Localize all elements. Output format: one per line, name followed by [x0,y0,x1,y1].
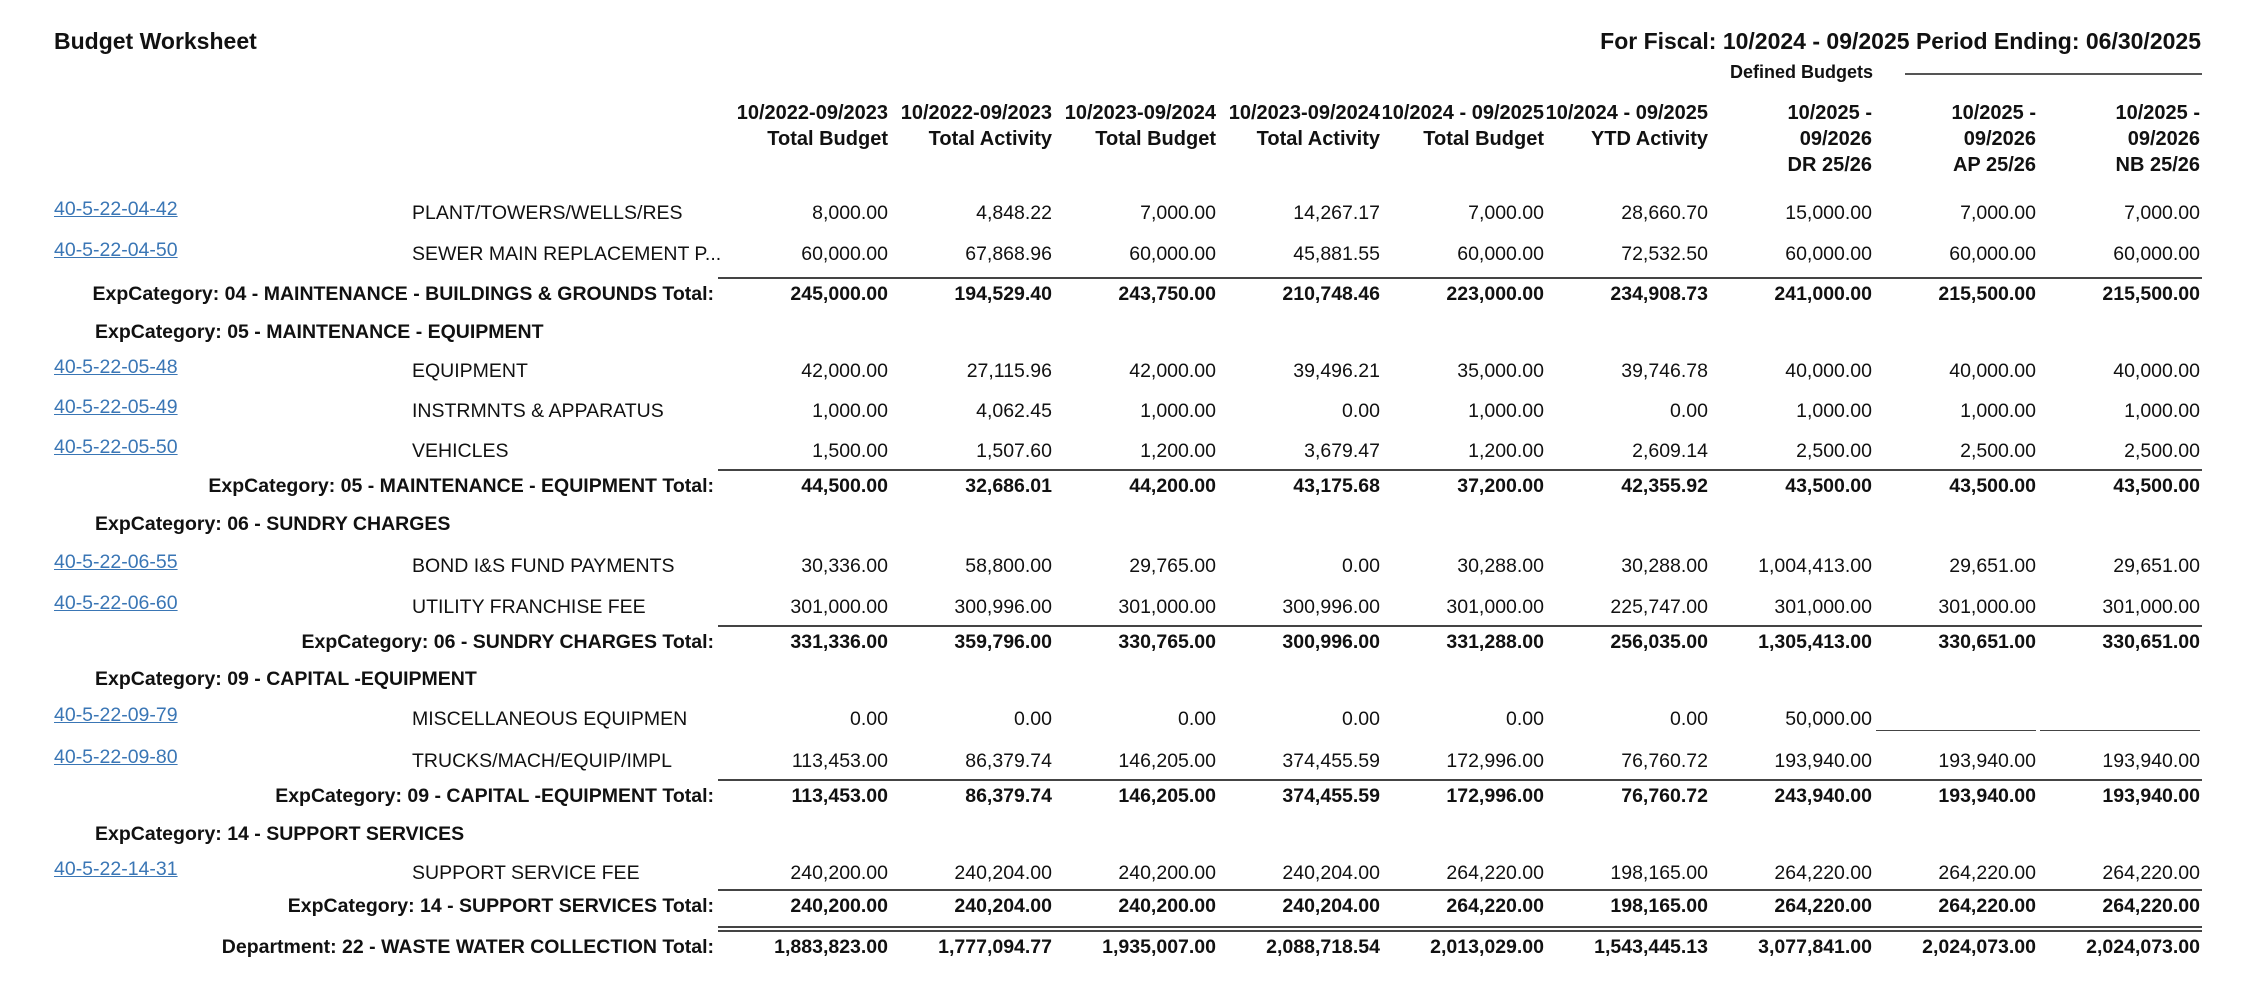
value-cell: 193,940.00 [1774,750,1872,772]
column-header-line2: 09/2026 [2127,128,2200,150]
value-cell: 86,379.74 [965,785,1052,807]
value-cell: 113,453.00 [791,750,888,772]
account-link[interactable]: 40-5-22-06-55 [54,551,178,573]
account-description: TRUCKS/MACH/EQUIP/IMPL [412,750,673,772]
value-cell: 240,200.00 [1118,895,1216,917]
total-rule [718,889,2202,891]
column-header-line1: 10/2023-09/2024 [1228,102,1380,124]
value-cell: 330,765.00 [1118,631,1216,653]
value-cell: 2,024,073.00 [1922,936,2036,958]
table-row [0,858,2251,898]
value-cell: 60,000.00 [1785,243,1872,265]
value-cell: 0.00 [1342,708,1380,730]
value-cell: 264,220.00 [1446,895,1544,917]
value-cell: 50,000.00 [1785,708,1872,730]
value-cell: 193,940.00 [1938,785,2036,807]
total-rule [718,625,2202,627]
defined-budgets-rule [1905,73,2202,75]
value-cell: 60,000.00 [1457,243,1544,265]
value-cell: 29,651.00 [1949,555,2036,577]
column-header [1229,100,1380,178]
account-link[interactable]: 40-5-22-04-50 [54,239,178,261]
value-cell: 264,220.00 [1774,895,1872,917]
value-cell: 330,651.00 [1938,631,2036,653]
value-cell: 27,115.96 [966,360,1052,382]
value-cell: 58,800.00 [965,555,1052,577]
value-cell: 60,000.00 [1129,243,1216,265]
value-cell: 37,200.00 [1457,475,1544,497]
value-cell: 300,996.00 [1282,596,1380,618]
column-header [1787,100,1872,178]
value-cell: 264,220.00 [1938,862,2036,884]
value-cell: 7,000.00 [1468,202,1544,224]
value-cell: 198,165.00 [1610,895,1708,917]
value-cell: 240,204.00 [954,895,1052,917]
total-rule [718,930,2202,932]
account-description: BOND I&S FUND PAYMENTS [412,555,675,577]
value-cell: 193,940.00 [2102,750,2200,772]
value-cell: 39,746.78 [1621,360,1708,382]
total-label: ExpCategory: 09 - CAPITAL -EQUIPMENT Total: [275,785,714,807]
value-cell: 1,000.00 [1796,400,1872,422]
value-cell: 8,000.00 [812,202,888,224]
category-header [0,513,2251,549]
value-cell: 40,000.00 [2113,360,2200,382]
account-link[interactable]: 40-5-22-06-60 [54,592,178,614]
value-cell: 43,500.00 [1785,475,1872,497]
value-cell: 0.00 [1506,708,1544,730]
value-cell: 240,204.00 [1282,862,1380,884]
value-cell: 76,760.72 [1621,750,1708,772]
total-rule [718,277,2202,279]
value-cell: 3,077,841.00 [1758,936,1872,958]
value-cell: 32,686.01 [965,475,1052,497]
account-description: INSTRMNTS & APPARATUS [412,400,664,422]
value-cell: 1,507.60 [976,440,1052,462]
value-cell: 0.00 [1014,708,1052,730]
value-cell: 210,748.46 [1282,283,1380,305]
total-rule [718,779,2202,781]
value-cell: 1,883,823.00 [774,936,888,958]
column-header-line3 [1065,152,1216,178]
value-cell: 76,760.72 [1621,785,1708,807]
value-cell: 198,165.00 [1610,862,1708,884]
value-cell: 2,500.00 [2124,440,2200,462]
value-cell: 300,996.00 [954,596,1052,618]
value-cell: 43,500.00 [2113,475,2200,497]
value-cell: 30,288.00 [1621,555,1708,577]
value-cell: 264,220.00 [1446,862,1544,884]
value-cell: 243,940.00 [1774,785,1872,807]
value-cell: 1,000.00 [812,400,888,422]
category-label: ExpCategory: 05 - MAINTENANCE - EQUIPMENT [95,321,544,343]
account-description: SUPPORT SERVICE FEE [412,862,640,884]
value-cell: 331,288.00 [1446,631,1544,653]
column-header-line3 [901,152,1052,178]
value-cell: 146,205.00 [1118,750,1216,772]
value-cell: 4,848.22 [976,202,1052,224]
value-cell: 29,765.00 [1129,555,1216,577]
column-header [1546,100,1708,178]
account-link[interactable]: 40-5-22-05-48 [54,356,178,378]
total-label: ExpCategory: 05 - MAINTENANCE - EQUIPMENT Total: [208,475,714,497]
value-cell: 0.00 [1670,708,1708,730]
account-link[interactable]: 40-5-22-05-50 [54,436,178,458]
value-cell: 30,336.00 [801,555,888,577]
column-header-line1: 10/2025 - [1951,102,2036,124]
fiscal-period: For Fiscal: 10/2024 - 09/2025 Period Ending: 06/30/2025 [1600,28,2201,54]
account-description: UTILITY FRANCHISE FEE [412,596,646,618]
value-cell: 15,000.00 [1785,202,1872,224]
category-header [0,321,2251,357]
value-cell: 42,000.00 [801,360,888,382]
value-cell: 301,000.00 [1446,596,1544,618]
value-cell: 245,000.00 [790,283,888,305]
value-cell: 193,940.00 [1938,750,2036,772]
blank-value-rule [1876,730,2036,731]
value-cell: 72,532.50 [1621,243,1708,265]
value-cell: 243,750.00 [1118,283,1216,305]
account-description: MISCELLANEOUS EQUIPMEN [412,708,688,730]
value-cell: 0.00 [1670,400,1708,422]
column-header-line3 [1546,152,1708,178]
total-rule-double [718,926,2202,928]
table-row [0,704,2251,744]
column-header-line3 [737,152,888,178]
value-cell: 1,500.00 [812,440,888,462]
value-cell: 2,500.00 [1796,440,1872,462]
value-cell: 1,000.00 [2124,400,2200,422]
value-cell: 301,000.00 [790,596,888,618]
value-cell: 374,455.59 [1282,750,1380,772]
column-header-line3: NB 25/26 [2115,154,2200,176]
value-cell: 215,500.00 [2102,283,2200,305]
value-cell: 0.00 [1178,708,1216,730]
value-cell: 264,220.00 [2102,895,2200,917]
value-cell: 29,651.00 [2113,555,2200,577]
account-description: EQUIPMENT [412,360,528,382]
column-header-line3 [1229,152,1380,178]
value-cell: 4,062.45 [976,400,1052,422]
value-cell: 14,267.17 [1293,202,1380,224]
value-cell: 30,288.00 [1457,555,1544,577]
column-header [737,100,888,178]
column-header [2115,100,2200,178]
column-header-line1: 10/2022-09/2023 [900,102,1052,124]
value-cell: 225,747.00 [1610,596,1708,618]
value-cell: 301,000.00 [2102,596,2200,618]
value-cell: 193,940.00 [2102,785,2200,807]
table-row [0,356,2251,396]
value-cell: 39,496.21 [1293,360,1380,382]
column-header-line3: AP 25/26 [1952,154,2036,176]
column-header-line2: 09/2026 [1799,128,1872,150]
value-cell: 264,220.00 [2102,862,2200,884]
account-link[interactable]: 40-5-22-14-31 [54,858,178,880]
value-cell: 44,500.00 [801,475,888,497]
value-cell: 331,336.00 [790,631,888,653]
value-cell: 7,000.00 [1960,202,2036,224]
column-header-line1: 10/2022-09/2023 [736,102,888,124]
total-rule [718,469,2202,471]
account-link[interactable]: 40-5-22-09-80 [54,746,178,768]
total-label: Department: 22 - WASTE WATER COLLECTION Total: [221,936,714,958]
value-cell: 256,035.00 [1610,631,1708,653]
table-row [0,551,2251,591]
defined-budgets-label: Defined Budgets [1730,62,1874,82]
value-cell: 241,000.00 [1774,283,1872,305]
column-header-line1: 10/2024 - 09/2025 [1545,102,1708,124]
column-header [1065,100,1216,178]
table-row [0,198,2251,238]
category-label: ExpCategory: 14 - SUPPORT SERVICES [95,823,465,845]
category-label: ExpCategory: 06 - SUNDRY CHARGES [95,513,451,535]
table-row [0,239,2251,279]
value-cell: 330,651.00 [2102,631,2200,653]
column-header-line3: DR 25/26 [1787,154,1872,176]
value-cell: 45,881.55 [1293,243,1380,265]
column-header-line1: 10/2025 - [1787,102,1872,124]
column-header-line2: Total Budget [1423,128,1544,150]
value-cell: 35,000.00 [1457,360,1544,382]
value-cell: 215,500.00 [1938,283,2036,305]
value-cell: 300,996.00 [1282,631,1380,653]
value-cell: 194,529.40 [954,283,1052,305]
column-header-line2: Total Budget [767,128,888,150]
total-label: ExpCategory: 06 - SUNDRY CHARGES Total: [301,631,714,653]
account-description: PLANT/TOWERS/WELLS/RES [412,202,683,224]
column-header-line2: Total Activity [928,128,1052,150]
column-header-line1: 10/2025 - [2115,102,2200,124]
category-total-row [0,283,2251,319]
column-header [901,100,1052,178]
column-header-line3 [1382,152,1544,178]
value-cell: 0.00 [1342,555,1380,577]
column-header-line1: 10/2024 - 09/2025 [1381,102,1544,124]
value-cell: 172,996.00 [1446,750,1544,772]
column-header-line1: 10/2023-09/2024 [1064,102,1216,124]
account-link[interactable]: 40-5-22-09-79 [54,704,178,726]
value-cell: 40,000.00 [1785,360,1872,382]
value-cell: 2,500.00 [1960,440,2036,462]
value-cell: 1,777,094.77 [938,936,1052,958]
value-cell: 264,220.00 [1774,862,1872,884]
column-header [1951,100,2036,178]
category-header [0,823,2251,859]
value-cell: 223,000.00 [1446,283,1544,305]
table-row [0,396,2251,436]
value-cell: 240,204.00 [1282,895,1380,917]
value-cell: 44,200.00 [1129,475,1216,497]
value-cell: 1,004,413.00 [1758,555,1872,577]
value-cell: 42,000.00 [1129,360,1216,382]
value-cell: 67,868.96 [965,243,1052,265]
value-cell: 1,000.00 [1140,400,1216,422]
category-total-row [0,631,2251,667]
total-label: ExpCategory: 14 - SUPPORT SERVICES Total: [287,895,714,917]
category-total-row [0,785,2251,821]
value-cell: 1,543,445.13 [1594,936,1708,958]
value-cell: 1,200.00 [1468,440,1544,462]
value-cell: 1,000.00 [1468,400,1544,422]
value-cell: 0.00 [1342,400,1380,422]
total-label: ExpCategory: 04 - MAINTENANCE - BUILDINGS & GROUNDS Total: [92,283,714,305]
value-cell: 146,205.00 [1118,785,1216,807]
value-cell: 0.00 [850,708,888,730]
value-cell: 301,000.00 [1774,596,1872,618]
value-cell: 60,000.00 [2113,243,2200,265]
column-header-line2: Total Activity [1256,128,1380,150]
value-cell: 234,908.73 [1610,283,1708,305]
department-total-row [0,936,2251,972]
category-header [0,668,2251,704]
value-cell: 86,379.74 [965,750,1052,772]
value-cell: 2,088,718.54 [1266,936,1380,958]
value-cell: 240,200.00 [1118,862,1216,884]
value-cell: 264,220.00 [1938,895,2036,917]
value-cell: 301,000.00 [1118,596,1216,618]
value-cell: 1,305,413.00 [1758,631,1872,653]
report-title: Budget Worksheet [54,28,257,54]
account-description: SEWER MAIN REPLACEMENT P... [412,243,722,265]
value-cell: 240,200.00 [790,895,888,917]
account-description: VEHICLES [412,440,509,462]
value-cell: 374,455.59 [1282,785,1380,807]
value-cell: 60,000.00 [801,243,888,265]
value-cell: 7,000.00 [1140,202,1216,224]
category-label: ExpCategory: 09 - CAPITAL -EQUIPMENT [95,668,477,690]
account-link[interactable]: 40-5-22-05-49 [54,396,178,418]
value-cell: 2,609.14 [1632,440,1708,462]
value-cell: 7,000.00 [2124,202,2200,224]
value-cell: 240,204.00 [954,862,1052,884]
value-cell: 1,000.00 [1960,400,2036,422]
column-header-line2: YTD Activity [1590,128,1708,150]
value-cell: 301,000.00 [1938,596,2036,618]
column-header-line2: 09/2026 [1963,128,2036,150]
value-cell: 359,796.00 [954,631,1052,653]
account-link[interactable]: 40-5-22-04-42 [54,198,178,220]
value-cell: 43,175.68 [1293,475,1380,497]
value-cell: 43,500.00 [1949,475,2036,497]
value-cell: 2,024,073.00 [2086,936,2200,958]
value-cell: 28,660.70 [1621,202,1708,224]
column-header-line2: Total Budget [1095,128,1216,150]
blank-value-rule [2040,730,2200,731]
value-cell: 113,453.00 [791,785,888,807]
value-cell: 40,000.00 [1949,360,2036,382]
value-cell: 1,200.00 [1140,440,1216,462]
value-cell: 42,355.92 [1621,475,1708,497]
value-cell: 172,996.00 [1446,785,1544,807]
value-cell: 3,679.47 [1304,440,1380,462]
value-cell: 1,935,007.00 [1102,936,1216,958]
value-cell: 2,013,029.00 [1430,936,1544,958]
category-total-row [0,475,2251,511]
column-header [1382,100,1544,178]
value-cell: 60,000.00 [1949,243,2036,265]
value-cell: 240,200.00 [790,862,888,884]
